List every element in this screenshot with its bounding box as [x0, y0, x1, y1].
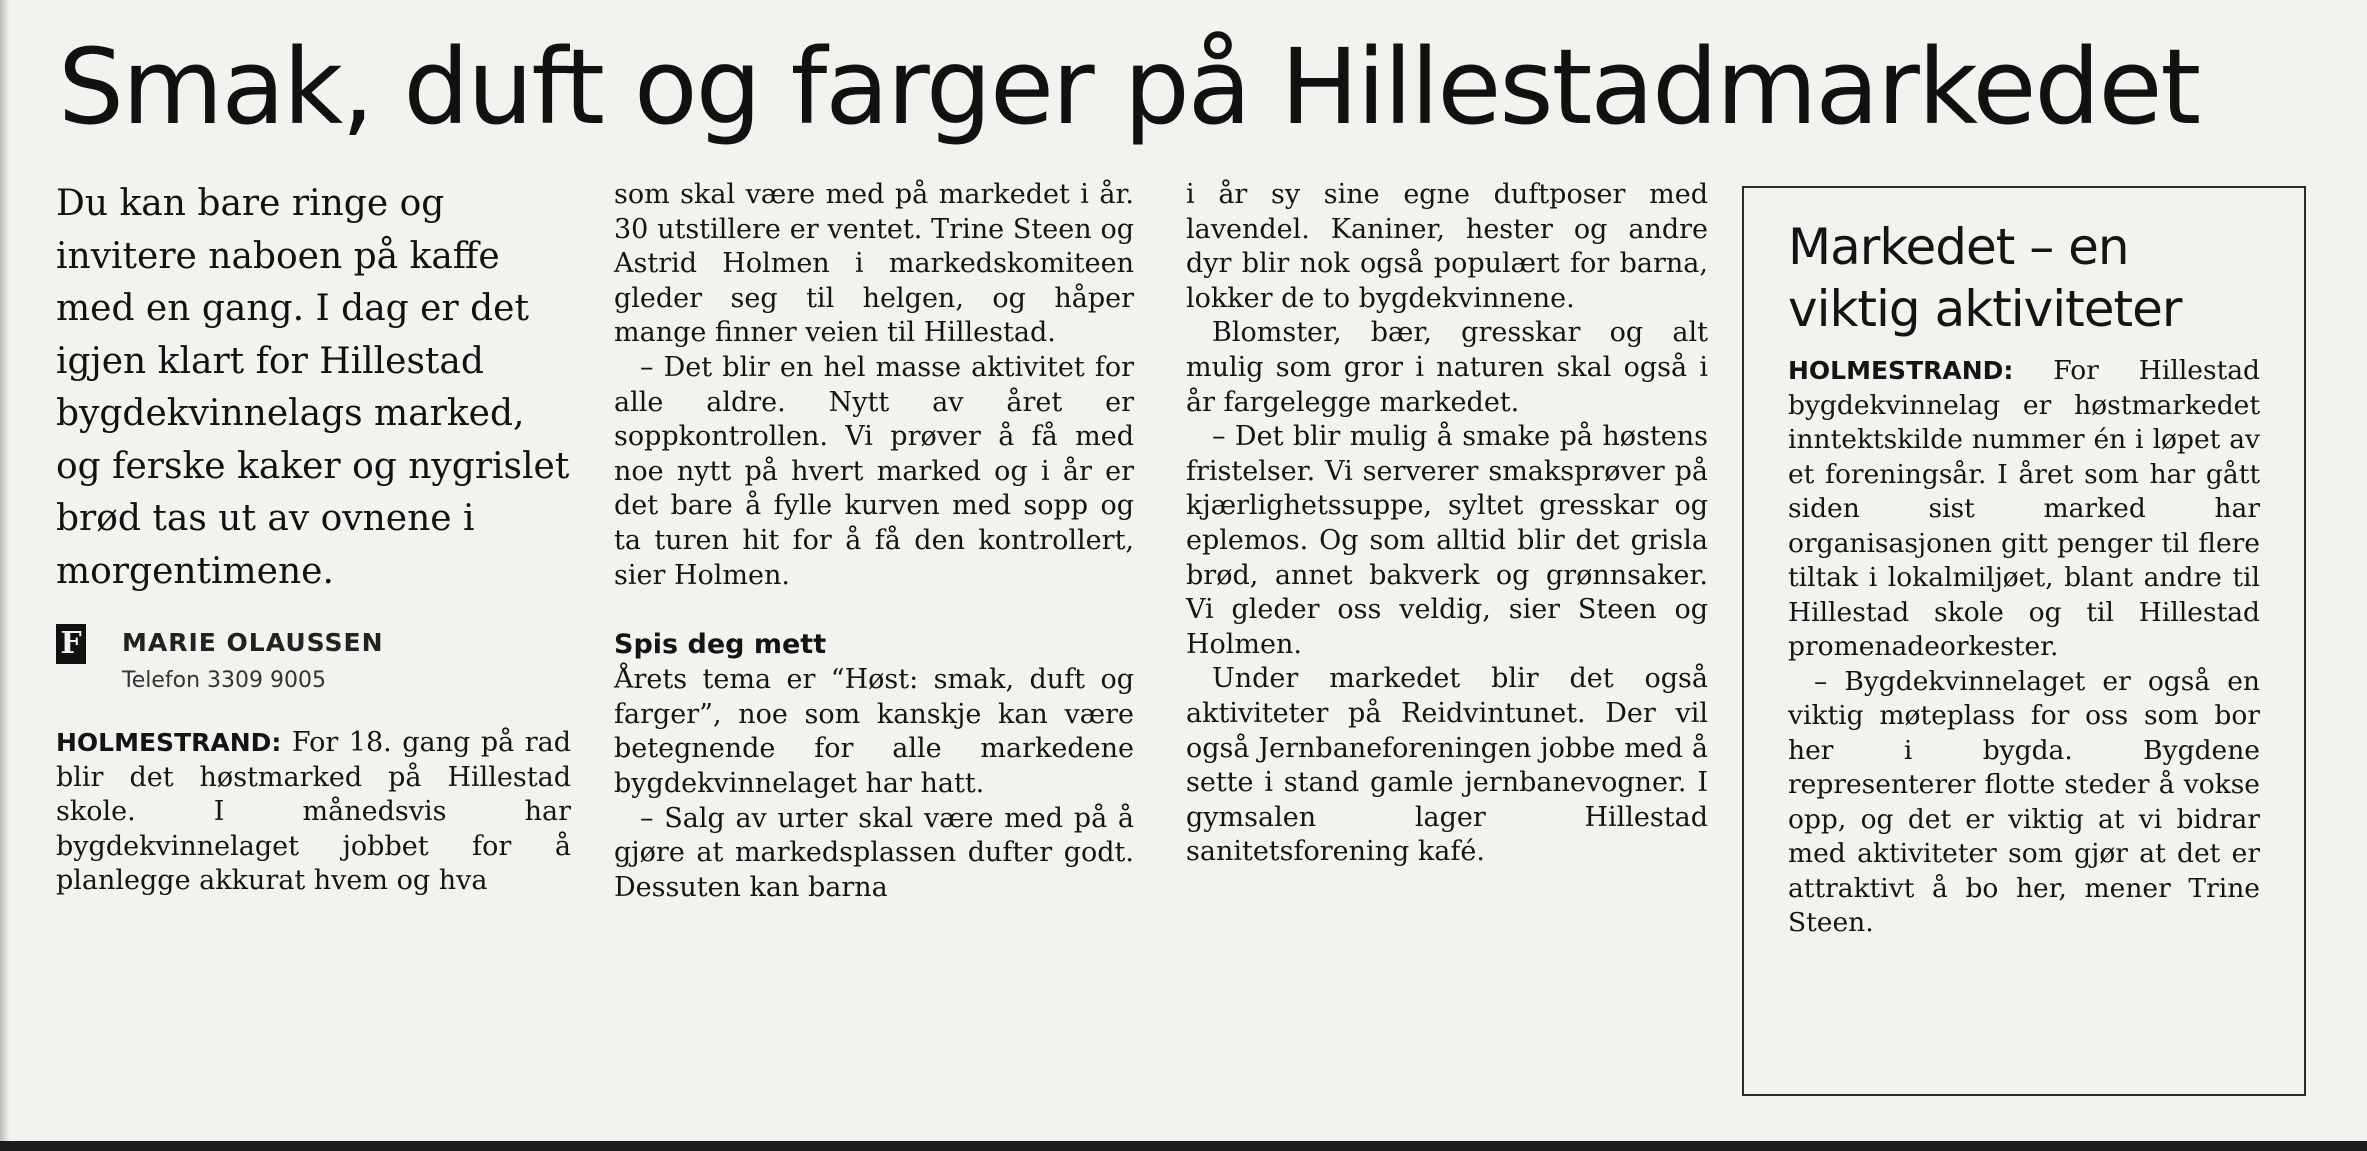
sidebar-paragraph: – Bygdekvinnelaget er også en viktig møteplass for oss som bor her i bygda. Bygdene representerer flotte steder å vokse opp, og det er viktig at vi bidrar med aktiviteter som gjør at det er attraktivt å bo her, mener Trine Steen. — [1788, 665, 2260, 938]
paragraph: – Det blir mulig å smake på høstens fristelser. Vi serverer smaksprøver på kjærlighetssuppe, syltet gresskar og eplemos. Og som alltid blir det grisla brød, annet bakverk og grønnsaker. Vi gleder oss veldig, sier Steen og Holmen. — [1186, 421, 1708, 660]
sidebar-box — [1742, 186, 2306, 1096]
article-lead: Du kan bare ringe og invitere naboen på kaffe med en gang. I dag er det igjen klart for Hillestad bygdekvinnelags marked, og ferske kaker og nygrislet brød tas ut av ovnene i morgentimene. — [56, 183, 570, 592]
dateline: HOLMESTRAND: — [56, 728, 282, 757]
paragraph: Årets tema er “Høst: smak, duft og farger”, noe som kanskje kan være betegnende for alle markedene bygdekvinnelaget har hatt. — [614, 664, 1134, 799]
article-column-3 — [1186, 178, 1708, 870]
paragraph: i år sy sine egne duftposer med lavendel. Kaniner, hester og andre dyr blir nok også populært for barna, lokker de to bygdekvinnene. — [1186, 179, 1708, 314]
paragraph-text: For Hillestad bygdekvinnelag er høstmarkedet inntektskilde nummer én i løpet av et foreningsår. I året som har gått siden sist marked har organisasjonen gitt penger til flere tiltak i lokalmiljøet, blant andre til Hillestad skole og til Hillestad promenadeorkester. — [1788, 355, 2260, 662]
sidebar-title — [1788, 216, 2260, 340]
sidebar-title-line-2: viktig aktiviteter — [1788, 280, 2182, 338]
paragraph: som skal være med på markedet i år. 30 utstillere er ventet. Trine Steen og Astrid Holmen i markedskomiteen gleder seg til helgen, og håper mange finner veien til Hillestad. — [614, 179, 1134, 349]
article-column-1 — [56, 178, 571, 899]
byline-author: MARIE OLAUSSEN — [122, 628, 384, 657]
byline — [56, 620, 571, 700]
paragraph: Blomster, bær, gresskar og alt mulig som gror i naturen skal også i år fargelegge markedet. — [1186, 317, 1708, 418]
paragraph — [56, 726, 571, 899]
article-column-2 — [614, 178, 1134, 905]
bottom-rule — [0, 1141, 2367, 1151]
byline-phone: Telefon 3309 9005 — [122, 668, 326, 693]
paragraph: – Salg av urter skal være med på å gjøre at markedsplassen dufter godt. Dessuten kan barna — [614, 802, 1134, 903]
sidebar-title-line-1: Markedet – en — [1788, 218, 2129, 276]
article-headline: Smak, duft og farger på Hillestadmarkedet — [58, 26, 2200, 148]
subheading: Spis deg mett — [614, 629, 827, 661]
sidebar-paragraph — [1788, 354, 2260, 665]
paragraph-text: For 18. gang på rad blir det høstmarked på Hillestad skole. I månedsvis har bygdekvinnelaget jobbet for å planlegge akkurat hvem og hva — [56, 727, 571, 897]
paragraph: – Det blir en hel masse aktivitet for alle aldre. Nytt av året er soppkontrollen. Vi prøver å få med noe nytt på hvert marked og i år er det bare å fylle kurven med sopp og ta turen hit for å få den kontrollert, sier Holmen. — [614, 351, 1134, 591]
sidebar-dateline: HOLMESTRAND: — [1788, 356, 2014, 385]
page-edge-shadow — [0, 0, 10, 1151]
newspaper-logo-icon: F — [56, 624, 86, 664]
paragraph: Under markedet blir det også aktiviteter på Reidvintunet. Der vil også Jernbaneforeningen jobbe med å sette i stand gamle jernbanevogner. I gymsalen lager Hillestad sanitetsforening kafé. — [1186, 663, 1708, 868]
